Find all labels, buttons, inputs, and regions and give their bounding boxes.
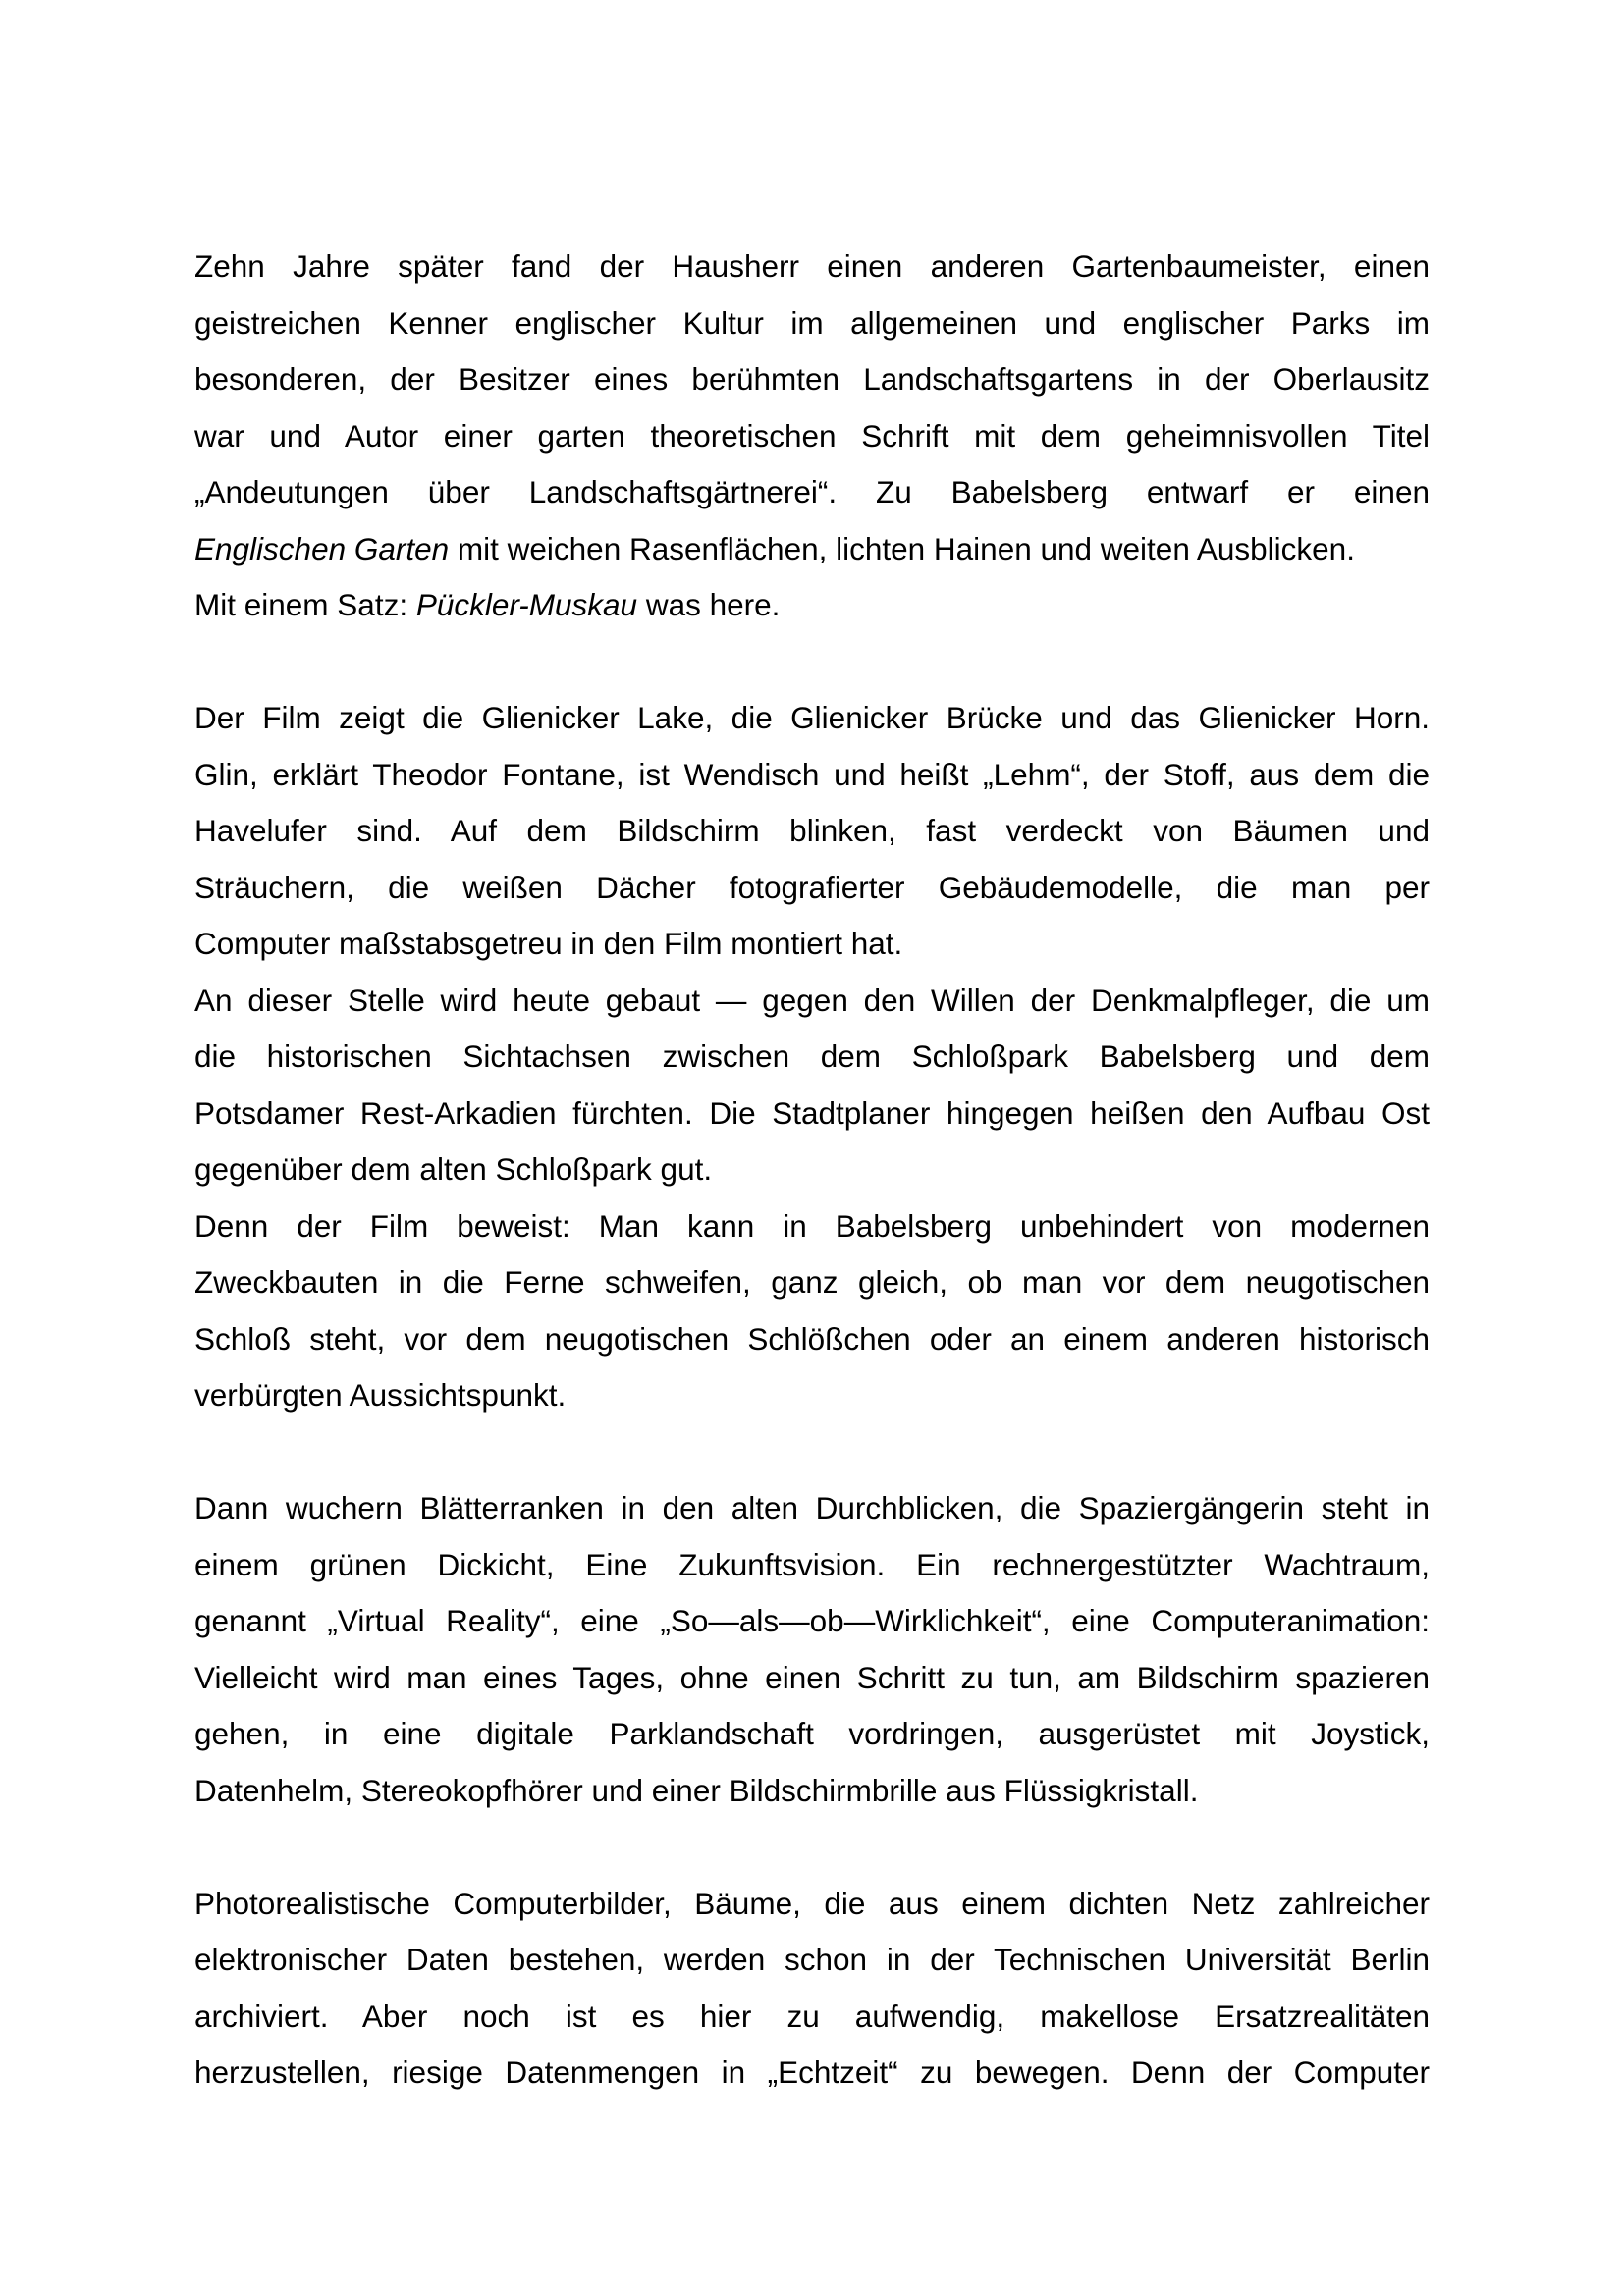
text-line: gehen, in eine digitale Parklandschaft vordringen, ausgerüstet mit Joystick, — [194, 1716, 1430, 1751]
text-line: „Andeutungen über Landschaftsgärtnerei“. Zu Babelsberg entwarf er einen — [194, 474, 1430, 509]
text-line: An dieser Stelle wird heute gebaut — gegen den Willen der Denkmalpfleger, die um — [194, 982, 1430, 1018]
paragraph-spacer — [194, 1819, 1430, 1876]
text-line: Dann wuchern Blätterranken in den alten Durchblicken, die Spaziergängerin steht in — [194, 1490, 1430, 1525]
text-line: gegenüber dem alten Schloßpark gut. — [194, 1151, 713, 1187]
paragraph-virtual-reality — [194, 1480, 1430, 1819]
text-line: besonderen, der Besitzer eines berühmten Landschaftsgartens in der Oberlausitz — [194, 361, 1430, 397]
italic-term: Englischen Garten — [194, 530, 450, 566]
text-line: Glin, erklärt Theodor Fontane, ist Wendisch und heißt „Lehm“, der Stoff, aus dem die — [194, 756, 1430, 792]
text-line: Computer maßstabsgetreu in den Film montiert hat. — [194, 926, 903, 961]
document-page — [194, 239, 1430, 2102]
text-line: die historischen Sichtachsen zwischen dem Schloßpark Babelsberg und dem — [194, 1039, 1430, 1074]
text-line: war und Autor einer garten theoretischen Schrift mit dem geheimnisvollen Titel — [194, 417, 1430, 454]
text-line: Potsdamer Rest-Arkadien fürchten. Die Stadtplaner hingegen heißen den Aufbau Ost — [194, 1095, 1430, 1131]
italic-name: Pückler-Muskau — [415, 587, 638, 622]
text-line — [194, 521, 1430, 578]
text-line: Schloß steht, vor dem neugotischen Schlößchen oder an einem anderen historisch — [194, 1320, 1430, 1357]
text-run: Mit einem Satz: — [194, 587, 416, 622]
text-line: archiviert. Aber noch ist es hier zu aufwendig, makellose Ersatzrealitäten — [194, 1998, 1430, 2034]
text-line: Photorealistische Computerbilder, Bäume, die aus einem dichten Netz zahlreicher — [194, 1885, 1430, 1921]
text-line: geistreichen Kenner englischer Kultur im allgemeinen und englischer Parks im — [194, 304, 1430, 341]
text-line: Zweckbauten in die Ferne schweifen, ganz gleich, ob man vor dem neugotischen — [194, 1264, 1430, 1300]
text-line: Denn der Film beweist: Man kann in Babelsberg unbehindert von modernen — [194, 1207, 1430, 1244]
text-run: was here. — [637, 587, 781, 622]
text-line: Sträuchern, die weißen Dächer fotografierter Gebäudemodelle, die man per — [194, 869, 1430, 905]
text-line: Datenhelm, Stereokopfhörer und einer Bildschirmbrille aus Flüssigkristall. — [194, 1772, 1199, 1808]
paragraph-pueckler — [194, 239, 1430, 634]
text-line: Vielleicht wird man eines Tages, ohne einen Schritt zu tun, am Bildschirm spazieren — [194, 1659, 1430, 1695]
text-line: elektronischer Daten bestehen, werden schon in der Technischen Universität Berlin — [194, 1942, 1430, 1977]
text-line: Zehn Jahre später fand der Hausherr einen anderen Gartenbaumeister, einen — [194, 248, 1430, 284]
paragraph-spacer — [194, 634, 1430, 691]
text-line: Der Film zeigt die Glienicker Lake, die Glienicker Brücke und das Glienicker Horn. — [194, 700, 1430, 735]
text-run: mit weichen Rasenflächen, lichten Hainen und weiten Ausblicken. — [449, 530, 1355, 566]
text-line: Havelufer sind. Auf dem Bildschirm blinken, fast verdeckt von Bäumen und — [194, 813, 1430, 848]
text-line — [194, 577, 1430, 634]
text-line: genannt „Virtual Reality“, eine „So—als—ob—Wirklichkeit“, eine Computeranimation: — [194, 1603, 1430, 1638]
paragraph-spacer — [194, 1424, 1430, 1481]
text-line: einem grünen Dickicht, Eine Zukunftsvision. Ein rechnergestützter Wachtraum, — [194, 1546, 1430, 1582]
text-line: verbürgten Aussichtspunkt. — [194, 1377, 567, 1413]
text-line: herzustellen, riesige Datenmengen in „Echtzeit“ zu bewegen. Denn der Computer — [194, 2055, 1430, 2090]
paragraph-computer-images — [194, 1876, 1430, 2102]
paragraph-film — [194, 690, 1430, 1424]
